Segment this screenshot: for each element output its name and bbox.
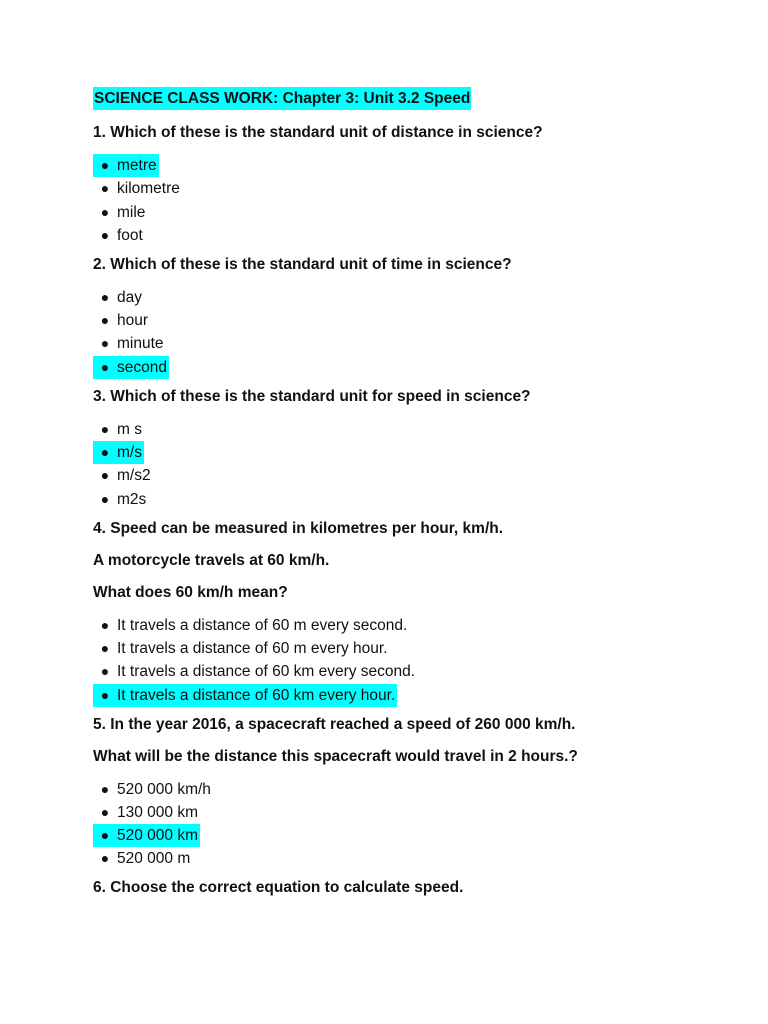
option-wrapper — [93, 660, 417, 683]
question-subtext: What does 60 km/h mean? — [93, 583, 288, 601]
question-text: 5. In the year 2016, a spacecraft reached a speed of 260 000 km/h. — [93, 715, 576, 733]
option-wrapper — [93, 488, 148, 511]
option-wrapper — [93, 464, 153, 487]
bullet-icon: ● — [100, 663, 110, 680]
question-text: 3. Which of these is the standard unit for speed in science? — [93, 387, 531, 405]
option-wrapper — [93, 418, 144, 441]
answer-option-highlighted — [93, 684, 733, 706]
bullet-icon: ● — [100, 358, 110, 375]
bullet-icon: ● — [100, 312, 110, 329]
bullet-icon: ● — [100, 180, 110, 197]
option-wrapper — [93, 332, 166, 355]
answer-options — [93, 778, 733, 870]
question-block — [93, 122, 733, 246]
bullet-icon: ● — [100, 803, 110, 820]
option-text: It travels a distance of 60 km every hour. — [117, 686, 396, 704]
answer-options — [93, 418, 733, 510]
option-text: hour — [117, 312, 149, 330]
answer-option — [93, 614, 733, 636]
bullet-icon: ● — [100, 288, 110, 305]
question-text: 1. Which of these is the standard unit of distance in science? — [93, 124, 543, 141]
question-subtext: What will be the distance this spacecraft would travel in 2 hours.? — [93, 747, 578, 765]
option-text: mile — [117, 203, 146, 221]
option-wrapper — [93, 824, 200, 847]
question-block — [93, 714, 733, 870]
option-wrapper — [93, 637, 390, 660]
option-wrapper — [93, 801, 200, 824]
bullet-icon: ● — [100, 490, 110, 507]
option-wrapper — [93, 154, 159, 177]
question-block — [93, 877, 733, 899]
answer-options — [93, 154, 733, 246]
option-wrapper — [93, 286, 144, 309]
bullet-icon: ● — [100, 226, 110, 243]
question-list — [93, 122, 733, 899]
option-text: It travels a distance of 60 m every hour. — [117, 639, 388, 657]
option-text: 520 000 km/h — [117, 780, 211, 798]
bullet-icon: ● — [100, 335, 110, 352]
answer-option — [93, 309, 733, 331]
answer-option — [93, 660, 733, 682]
bullet-icon: ● — [100, 467, 110, 484]
bullet-icon: ● — [100, 444, 110, 461]
answer-option — [93, 637, 733, 659]
option-text: day — [117, 288, 142, 306]
answer-options — [93, 286, 733, 378]
question-text: 6. Choose the correct equation to calculate speed. — [93, 879, 464, 897]
option-wrapper — [93, 309, 150, 332]
answer-option-highlighted — [93, 154, 733, 176]
answer-option — [93, 778, 733, 800]
option-text: 520 000 m — [117, 850, 191, 868]
option-wrapper — [93, 614, 409, 637]
option-text: second — [117, 358, 167, 376]
option-wrapper — [93, 778, 213, 801]
option-text: 520 000 km — [117, 827, 198, 845]
bullet-icon: ● — [100, 420, 110, 437]
answer-option — [93, 286, 733, 308]
answer-option — [93, 488, 733, 510]
answer-option — [93, 332, 733, 354]
option-text: 130 000 km — [117, 803, 198, 821]
answer-option — [93, 464, 733, 486]
option-text: m/s2 — [117, 467, 151, 485]
option-wrapper — [93, 847, 192, 870]
question-block — [93, 518, 733, 706]
answer-option — [93, 201, 733, 223]
option-text: m2s — [117, 490, 147, 508]
answer-option — [93, 224, 733, 246]
option-text: minute — [117, 335, 164, 353]
option-wrapper — [93, 441, 144, 464]
worksheet-title: SCIENCE CLASS WORK: Chapter 3: Unit 3.2 Speed — [93, 87, 471, 110]
question-block — [93, 254, 733, 378]
bullet-icon: ● — [100, 616, 110, 633]
question-text: 4. Speed can be measured in kilometres per hour, km/h. — [93, 519, 504, 537]
bullet-icon: ● — [100, 780, 110, 797]
worksheet-content — [93, 87, 733, 909]
option-text: It travels a distance of 60 km every second. — [117, 663, 416, 681]
option-text: foot — [117, 226, 143, 244]
question-subtext: A motorcycle travels at 60 km/h. — [93, 551, 330, 569]
answer-option-highlighted — [93, 824, 733, 846]
bullet-icon: ● — [100, 639, 110, 656]
option-text: m s — [117, 420, 142, 438]
option-wrapper — [93, 224, 145, 247]
answer-option — [93, 418, 733, 440]
question-block — [93, 386, 733, 510]
option-wrapper — [93, 177, 182, 200]
question-text: 2. Which of these is the standard unit of time in science? — [93, 255, 512, 273]
option-text: m/s — [117, 444, 142, 462]
answer-option — [93, 801, 733, 823]
answer-option-highlighted — [93, 356, 733, 378]
answer-options — [93, 614, 733, 706]
option-text: It travels a distance of 60 m every second. — [117, 616, 408, 634]
bullet-icon: ● — [100, 157, 110, 173]
option-text: kilometre — [117, 180, 180, 198]
answer-option-highlighted — [93, 441, 733, 463]
bullet-icon: ● — [100, 686, 110, 703]
bullet-icon: ● — [100, 827, 110, 844]
option-wrapper — [93, 201, 147, 224]
option-wrapper — [93, 684, 397, 707]
option-text: metre — [117, 157, 157, 174]
answer-option — [93, 177, 733, 199]
answer-option — [93, 847, 733, 869]
bullet-icon: ● — [100, 203, 110, 220]
option-wrapper — [93, 356, 169, 379]
bullet-icon: ● — [100, 850, 110, 867]
